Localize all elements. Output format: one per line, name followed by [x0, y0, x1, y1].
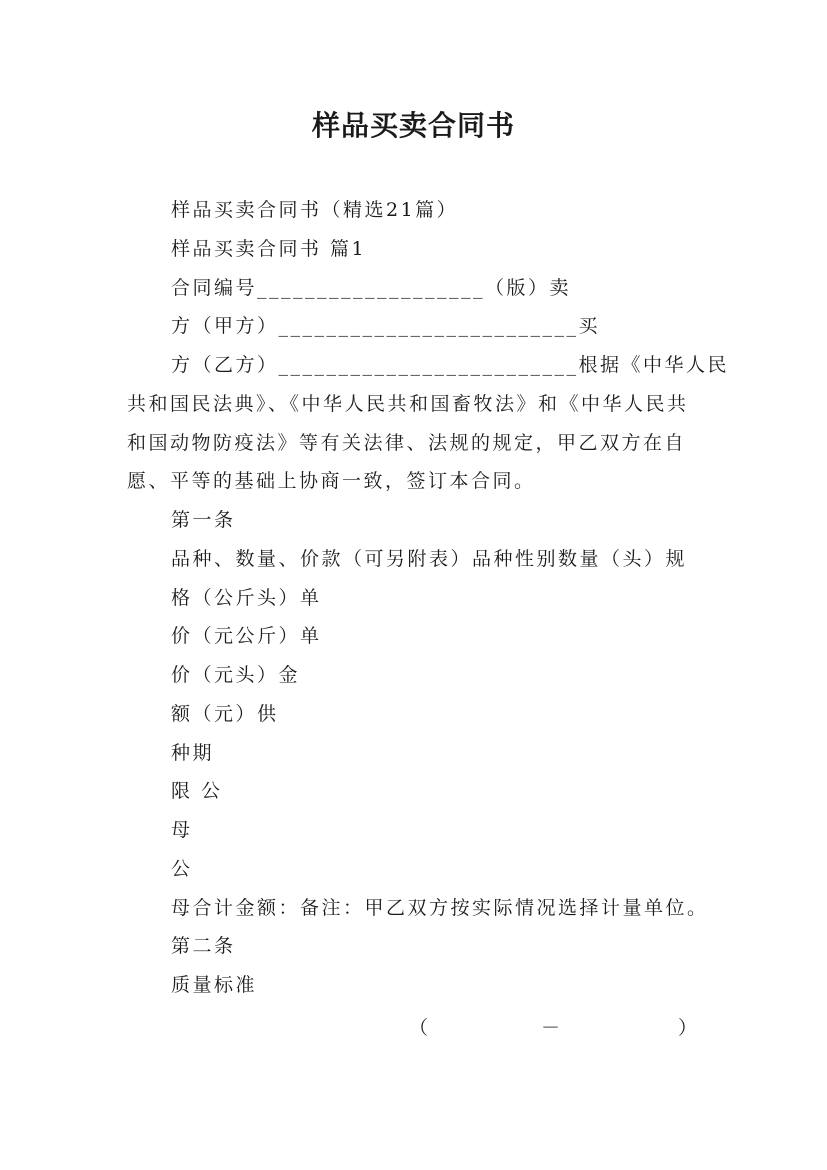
body-line-19: 母合计金额：备注：甲乙双方按实际情况选择计量单位。 — [171, 897, 709, 919]
body-line-17: 母 — [171, 819, 193, 841]
body-line-5: 方（乙方）_________________________根据《中华人民 — [171, 354, 730, 376]
body-line-10: 品种、数量、价款（可另附表）品种性别数量（头）规 — [171, 548, 688, 570]
dash-mark: － — [541, 1017, 561, 1039]
body-line-7: 和国动物防疫法》等有关法律、法规的规定，甲乙双方在自 — [127, 432, 687, 454]
body-line-12: 价（元公斤）单 — [171, 625, 322, 647]
body-line-6: 共和国民法典》、《中华人民共和国畜牧法》和《中华人民共 — [127, 393, 689, 415]
body-line-3: 合同编号___________________（版）卖 — [171, 277, 572, 299]
body-line-13: 价（元头）金 — [171, 664, 301, 686]
body-line-2: 样品买卖合同书 篇1 — [171, 238, 367, 260]
body-line-1: 样品买卖合同书（精选21篇） — [171, 199, 459, 221]
document-title: 样品买卖合同书 — [311, 109, 515, 142]
body-line-9: 第一条 — [171, 509, 236, 531]
close-paren-mark: ） — [678, 1017, 698, 1039]
body-line-20: 第二条 — [171, 935, 236, 957]
body-line-21: 质量标准 — [171, 974, 258, 996]
body-line-16: 限 公 — [171, 780, 223, 802]
body-line-8: 愿、平等的基础上协商一致，签订本合同。 — [127, 470, 536, 492]
body-line-18: 公 — [171, 858, 193, 880]
body-line-15: 种期 — [171, 742, 215, 764]
body-line-14: 额（元）供 — [171, 703, 279, 725]
open-paren-mark: （ — [409, 1017, 429, 1039]
body-line-11: 格（公斤头）单 — [171, 587, 322, 609]
body-line-4: 方（甲方）_________________________买 — [171, 315, 601, 337]
